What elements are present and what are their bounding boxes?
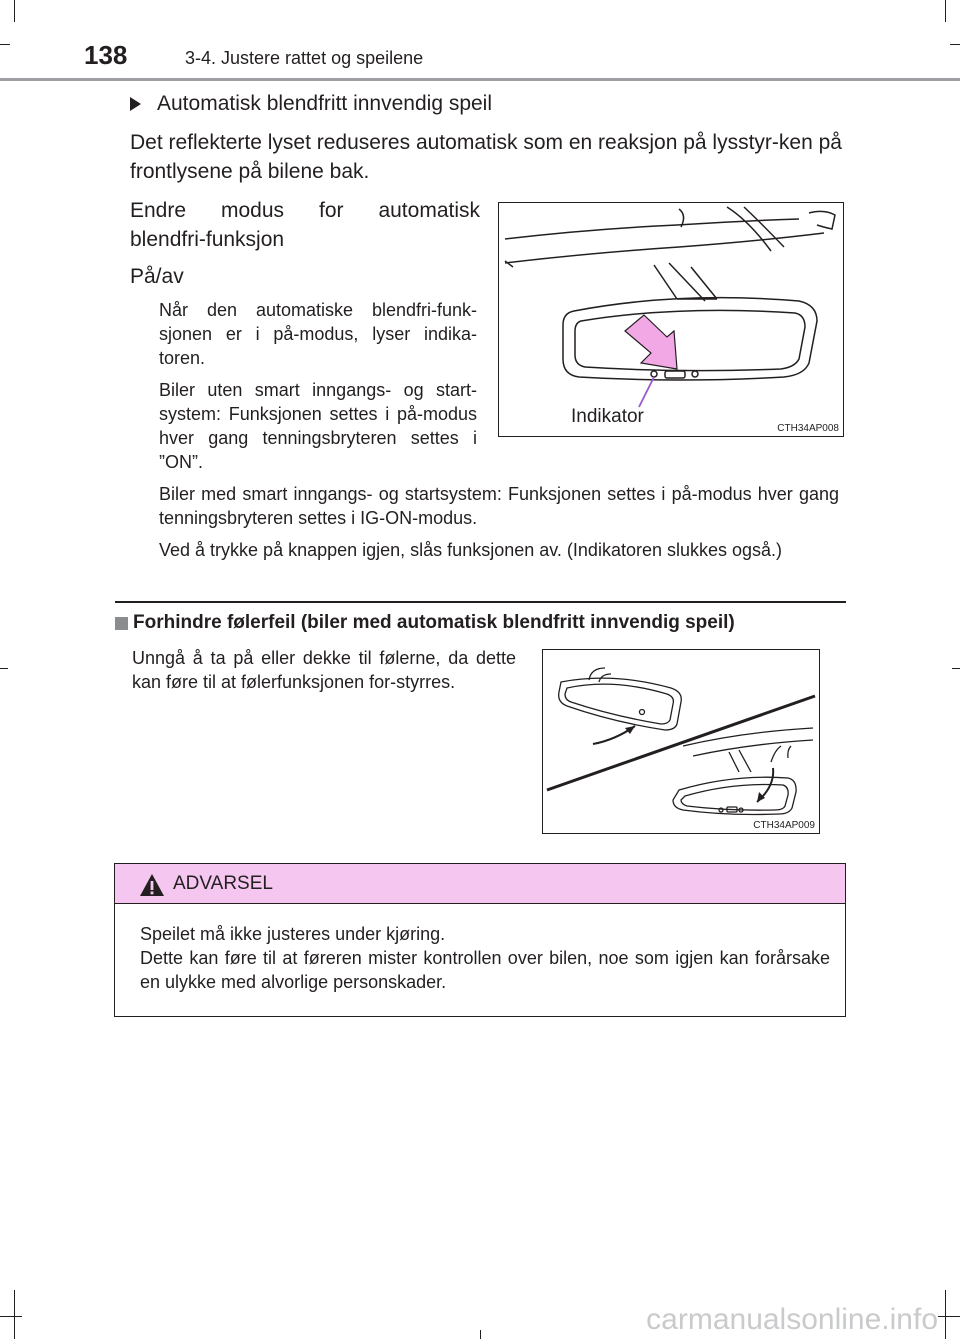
crop-mark: [0, 44, 10, 45]
crop-mark: [480, 1330, 481, 1339]
crop-mark: [14, 1290, 15, 1339]
crop-mark: [945, 0, 946, 22]
paragraph-with-smart: Biler med smart inngangs- og startsystem: Funksjonen settes i på-modus hver gang tenningsbryteren settes i IG-ON-modus.: [159, 484, 839, 528]
paragraph-turn-off: Ved å trykke på knappen igjen, slås funksjonen av. (Indikatoren slukkes også.): [159, 540, 783, 560]
mode-heading-line2: blendfri-funksjon: [130, 228, 285, 251]
crop-mark: [14, 0, 15, 22]
sensor-illustration: [543, 650, 818, 832]
paragraph-without-smart: Biler uten smart inngangs- og start-system: Funksjonen settes i på-modus hver gang tenningsbryteren settes i ”ON”.: [159, 380, 477, 472]
triangle-bullet-icon: [130, 97, 141, 111]
sensor-figure: [542, 649, 820, 834]
header-rule: [0, 78, 960, 81]
section-title: 3-4. Justere rattet og speilene: [185, 48, 424, 68]
page-number: 138: [84, 40, 128, 70]
square-bullet-icon: [115, 617, 128, 630]
crop-mark: [945, 1290, 946, 1339]
warning-body: [140, 922, 830, 994]
sensor-heading: [115, 612, 735, 634]
figure-code: CTH34AP008: [777, 423, 839, 434]
crop-mark: [950, 44, 960, 45]
feature-heading-text: Automatisk blendfritt innvendig speil: [157, 92, 493, 115]
warning-line-2: Dette kan føre til at føreren mister kontrollen over bilen, noe som igjen kan forårsake en ulykke med alvorlige personskader.: [140, 948, 830, 992]
warning-triangle-icon: [139, 873, 165, 897]
crop-mark: [0, 1316, 22, 1317]
crop-mark: [938, 1316, 960, 1317]
sensor-heading-text: Forhindre følerfeil (biler med automatisk blendfritt innvendig speil): [133, 612, 735, 633]
mirror-indicator-figure: [498, 202, 844, 437]
crop-mark: [952, 668, 960, 669]
figure-code: CTH34AP009: [753, 820, 815, 831]
indicator-label: Indikator: [571, 406, 644, 427]
feature-heading: [130, 92, 492, 116]
warning-header: [115, 864, 845, 904]
onoff-heading: På/av: [130, 265, 184, 288]
intro-paragraph: Det reflekterte lyset reduseres automatisk som en reaksjon på lysstyr-ken på frontlysene på bilene bak.: [130, 131, 842, 183]
crop-mark: [0, 668, 8, 669]
mode-heading-line1: Endre modus for automatisk: [130, 199, 480, 222]
mirror-illustration: [499, 203, 842, 435]
warning-title: ADVARSEL: [173, 873, 273, 894]
sensor-paragraph: Unngå å ta på eller dekke til følerne, da dette kan føre til at følerfunksjonen for-styrres.: [132, 648, 516, 692]
paragraph-indicator: Når den automatiske blendfri-funk-sjonen er i på-modus, lyser indika-toren.: [159, 300, 477, 368]
section-separator: [115, 601, 846, 603]
warning-line-1: Speilet må ikke justeres under kjøring.: [140, 924, 446, 944]
warning-box: [114, 863, 846, 1017]
watermark: carmanualsonline.info: [646, 1303, 938, 1336]
